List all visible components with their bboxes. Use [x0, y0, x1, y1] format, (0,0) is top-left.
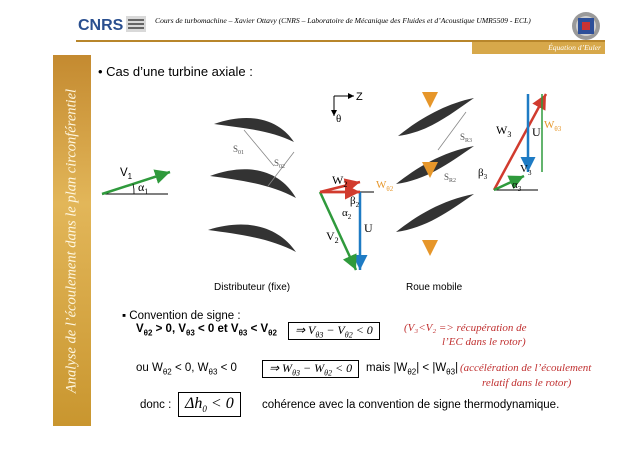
svg-text:V2: $V_2$ — [326, 229, 339, 245]
turbine-velocity-diagram — [98, 80, 598, 305]
equation-box-3: $\Delta h_0 < 0$ — [178, 392, 241, 417]
svg-text:α3: $\alpha_3$ — [512, 179, 522, 193]
svg-text:CNRS: CNRS — [78, 17, 124, 34]
svg-text:α1: $\alpha_1$ — [138, 180, 149, 196]
svg-text:V3: $V_3$ — [520, 163, 532, 177]
outlet-rotor-triangle — [478, 94, 562, 193]
rotor-blades — [396, 92, 474, 256]
svg-text:β3: $\beta_3$ — [478, 167, 488, 181]
equation-box-2: ⇒ $W_{\theta 3} - W_{\theta 2} < 0$ — [262, 360, 359, 378]
convention-line2: ou $W_{\theta 2} < 0$, $W_{\theta 3} < 0$ — [136, 362, 237, 377]
svg-text:U: U — [532, 125, 541, 139]
convention-title: ▪ Convention de signe : — [122, 310, 241, 322]
rotation-arrow-bottom — [422, 240, 438, 256]
svg-text:α2: $\alpha_2$ — [342, 207, 352, 221]
sidebar-title: Analyse de l’écoulement dans le plan circonférentiel — [63, 88, 80, 393]
note-acceleration: (accélération de l’écoulement — [460, 362, 592, 374]
conclusion-text: cohérence avec la convention de signe thermodynamique. — [262, 399, 560, 411]
axes-indicator — [334, 91, 363, 125]
equation-box-1: ⇒ $V_{\theta 3} - V_{\theta 2} < 0$ — [288, 322, 380, 340]
svg-text:θ: θ — [336, 113, 342, 125]
convention-line1: $V_{\theta 2} > 0$, $V_{\theta 3} < 0$ et $V_{\theta 3} < V_{\theta 2}$ — [136, 323, 277, 338]
svg-text:Z: Z — [356, 91, 363, 103]
section-badge — [472, 42, 605, 54]
lmfa-logo — [570, 8, 602, 44]
sidebar — [53, 55, 91, 426]
note-recovery: (V₃<V₂ => récupération de — [404, 322, 527, 334]
inlet-velocity-triangle — [102, 167, 170, 196]
main-bullet-text: Cas d’une turbine axiale : — [106, 64, 253, 79]
rotor-label: Roue mobile — [406, 282, 463, 293]
svg-text:W3: $W_3$ — [496, 123, 512, 139]
svg-text:Wθ3: $W_{\theta 3}$ — [544, 119, 562, 133]
svg-text:S01: $S_{01}$ — [233, 144, 245, 156]
svg-text:U: U — [364, 221, 373, 235]
svg-text:V1: $V_1$ — [120, 167, 133, 181]
distributor-label: Distributeur (fixe) — [214, 282, 291, 293]
svg-text:W2: $W_2$ — [332, 173, 348, 189]
section-title: Équation d’Euler — [548, 43, 601, 52]
svg-text:SR2: $S_{R2}$ — [444, 172, 457, 184]
ecl-logo — [76, 10, 148, 40]
svg-text:Wθ2: $W_{\theta 2}$ — [376, 179, 394, 193]
stator-blades — [208, 118, 296, 252]
main-bullet: • Cas d’une turbine axiale : — [98, 64, 253, 79]
conclusion-prefix: donc : — [140, 399, 172, 411]
header-text: Cours de turbomachine – Xavier Ottavy (CNRS – Laboratoire de Mécanique des Fluides et d’Acoustique UMR5509 - ECL) — [155, 16, 531, 25]
rotation-arrow-top — [422, 92, 438, 108]
note-acceleration-cont: relatif dans le rotor) — [482, 377, 572, 389]
svg-text:β2: $\beta_2$ — [350, 195, 360, 209]
note-recovery-cont: l’EC dans le rotor) — [442, 336, 526, 348]
svg-text:S02: $S_{02}$ — [274, 158, 286, 170]
convention-line2-after: mais $|W_{\theta 2}| < |W_{\theta 3}|$ — [366, 362, 459, 377]
svg-text:SR3: $S_{R3}$ — [460, 132, 473, 144]
outlet-stator-triangle — [320, 173, 394, 270]
